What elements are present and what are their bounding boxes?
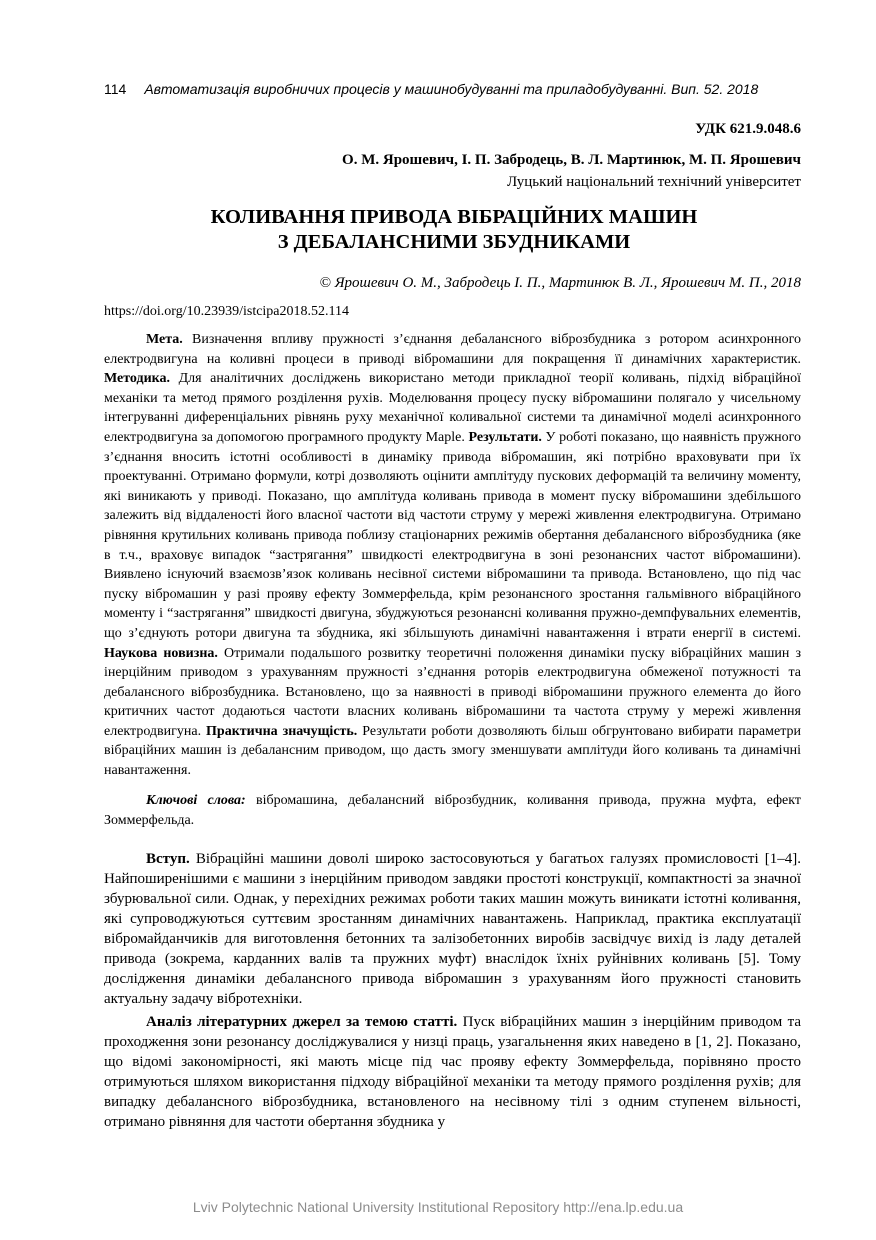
title-line-1: КОЛИВАННЯ ПРИВОДА ВІБРАЦІЙНИХ МАШИН xyxy=(210,206,698,228)
abstract-label-results: Результати. xyxy=(468,429,542,445)
abstract-text-practical: Результати роботи дозволяють більш обгрунтовано вибирати параметри вібраційних машин із дебалансним приводом, що дасть змогу зменшувати амплітуди його коливань та динамічні навантаження. xyxy=(104,723,801,779)
running-header xyxy=(104,81,804,97)
doi-link[interactable]: https://doi.org/10.23939/istcipa2018.52.114 xyxy=(104,304,349,319)
section-literature-analysis xyxy=(104,1012,801,1132)
section-introduction xyxy=(104,849,801,1009)
analysis-text: Пуск вібраційних машин з інерційним приводом та проходження зони резонансу досліджувалися у низці праць, узагальнення яких наведено в [1, 2]. Показано, що відомі закономірності, які мають місце під час прояву ефекту Зоммерфельда, порівняно просто отримуються шляхом використання підходу вібраційної механіки та методу прямого розділення рухів; для випадку дебалансного віброзбудника, встановленого на несівному тілі з одним ступенем вільності, отримано рівняння для частоти обертання збудника у xyxy=(104,1014,801,1130)
abstract-label-meta: Мета. xyxy=(146,332,183,347)
repository-footer: Lviv Polytechnic National University Institutional Repository http://ena.lp.edu.ua xyxy=(192,1199,684,1215)
analysis-paragraph xyxy=(104,1012,801,1132)
abstract xyxy=(104,330,801,781)
intro-paragraph xyxy=(104,849,801,1009)
author-list: О. М. Ярошевич, І. П. Забродець, В. Л. Мартинюк, М. П. Ярошевич xyxy=(342,152,801,168)
keywords-label: Ключові слова: xyxy=(146,793,246,808)
abstract-label-practical: Практична значущість. xyxy=(206,723,358,739)
keywords-paragraph xyxy=(104,791,801,831)
copyright-line: © Ярошевич О. М., Забродець І. П., Мартинюк В. Л., Ярошевич М. П., 2018 xyxy=(319,275,801,291)
abstract-paragraph xyxy=(104,330,801,781)
keywords-text: вібромашина, дебалансний віброзбудник, коливання привода, пружна муфта, ефект Зоммерфельда. xyxy=(104,793,801,828)
journal-title: Автоматизація виробничих процесів у машинобудуванні та приладобудуванні. Вип. 52. 2018 xyxy=(144,81,759,97)
abstract-label-novelty: Наукова новизна. xyxy=(104,645,218,661)
title-line-2: З ДЕБАЛАНСНИМИ ЗБУДНИКАМИ xyxy=(277,231,631,253)
keywords xyxy=(104,791,801,831)
affiliation: Луцький національний технічний університет xyxy=(506,174,801,190)
abstract-text-method: Для аналітичних досліджень використано методи прикладної теорії коливань, підхід вібраційної механіки та метод прямого розділення рухів. Моделювання процесу пуску вібромашини полягало у чисельному інтегруванні диференціальних рівнянь руху механічної коливальної системи та динамічної моделі асинхронного електродвигуна за допомогою програмного продукту Maple. xyxy=(104,371,801,445)
analysis-heading: Аналіз літературних джерел за темою статті. xyxy=(146,1014,458,1030)
abstract-label-method: Методика. xyxy=(104,371,171,387)
intro-heading: Вступ. xyxy=(146,851,190,867)
abstract-text-meta: Визначення впливу пружності з’єднання дебалансного віброзбудника з ротором асинхронного електродвигуна на коливні процеси в приводі вібромашини для покращення її динамічних характеристик. xyxy=(104,332,801,367)
intro-text: Вібраційні машини доволі широко застосовуються у багатьох галузях промисловості [1–4]. Найпоширенішими є машини з інерційним приводом завдяки простоті конструкції, компактності за значної збурювальної сили. Однак, у перехідних режимах роботи таких машин можуть виникати істотні коливання, які супроводжуються суттєвим зростанням динамічних навантажень. Наприклад, практика експлуатації вібромайданчиків для виготовлення бетонних та залізобетонних виробів засвідчує вихід із ладу деталей привода (зокрема, карданних валів та пружних муфт) внаслідок їхніх руйнівних коливань [5]. Тому дослідження динаміки дебалансного привода вібромашин з урахуванням його пружності становить актуальну задачу вібротехніки. xyxy=(104,851,801,1007)
article-title xyxy=(104,205,804,255)
page-number: 114 xyxy=(104,81,127,97)
udk-code: УДК 621.9.048.6 xyxy=(695,121,801,137)
abstract-text-results: У роботі показано, що наявність пружного з’єднання вносить істотні особливості в динаміку привода вібромашин, які потрібно враховувати при їх проектуванні. Отримано формули, котрі дозволяють оцінити амплітуду пускових деформацій та величину моменту, які виникають у приводі. Показано, що амплітуда коливань привода в момент пуску вібромашини здебільшого залежить від віддаленості його власної частоти від частоти струму у мережі живлення електродвигуна. Отримано рівняння крутильних коливань привода поблизу стаціонарних режимів обертання дебалансного віброзбудника (яке в т.ч., враховує випадок “застрягання” швидкості електродвигуна в зоні резонансних частот вібромашини). Виявлено існуючий взаємозв’язок коливань несівної системи вібромашини та привода. Встановлено, що під час пуску вібромашин у разі прояву ефекту Зоммерфельда, крім резонансного зростання гальмівного вібраційного моменту і “застрягання” швидкості двигуна, збуджуються резонансні коливання пружно-демпфувальних елементів, що з’єднують ротори двигуна та збудника, які збільшують динамічні навантаження і втрати енергії в системі. xyxy=(104,429,801,641)
abstract-text-novelty: Отримали подальшого розвитку теоретичні положення динаміки пуску вібраційних машин з інерційним приводом з урахуванням пружності з’єднання роторів електродвигуна обмеженої потужності та дебалансного віброзбудника. Встановлено, що за наявності в приводі вібромашини пружного елемента до його критичних частот додаються частоти власних коливань вібромашини та частота струму у мережі живлення електродвигуна. xyxy=(104,645,801,739)
